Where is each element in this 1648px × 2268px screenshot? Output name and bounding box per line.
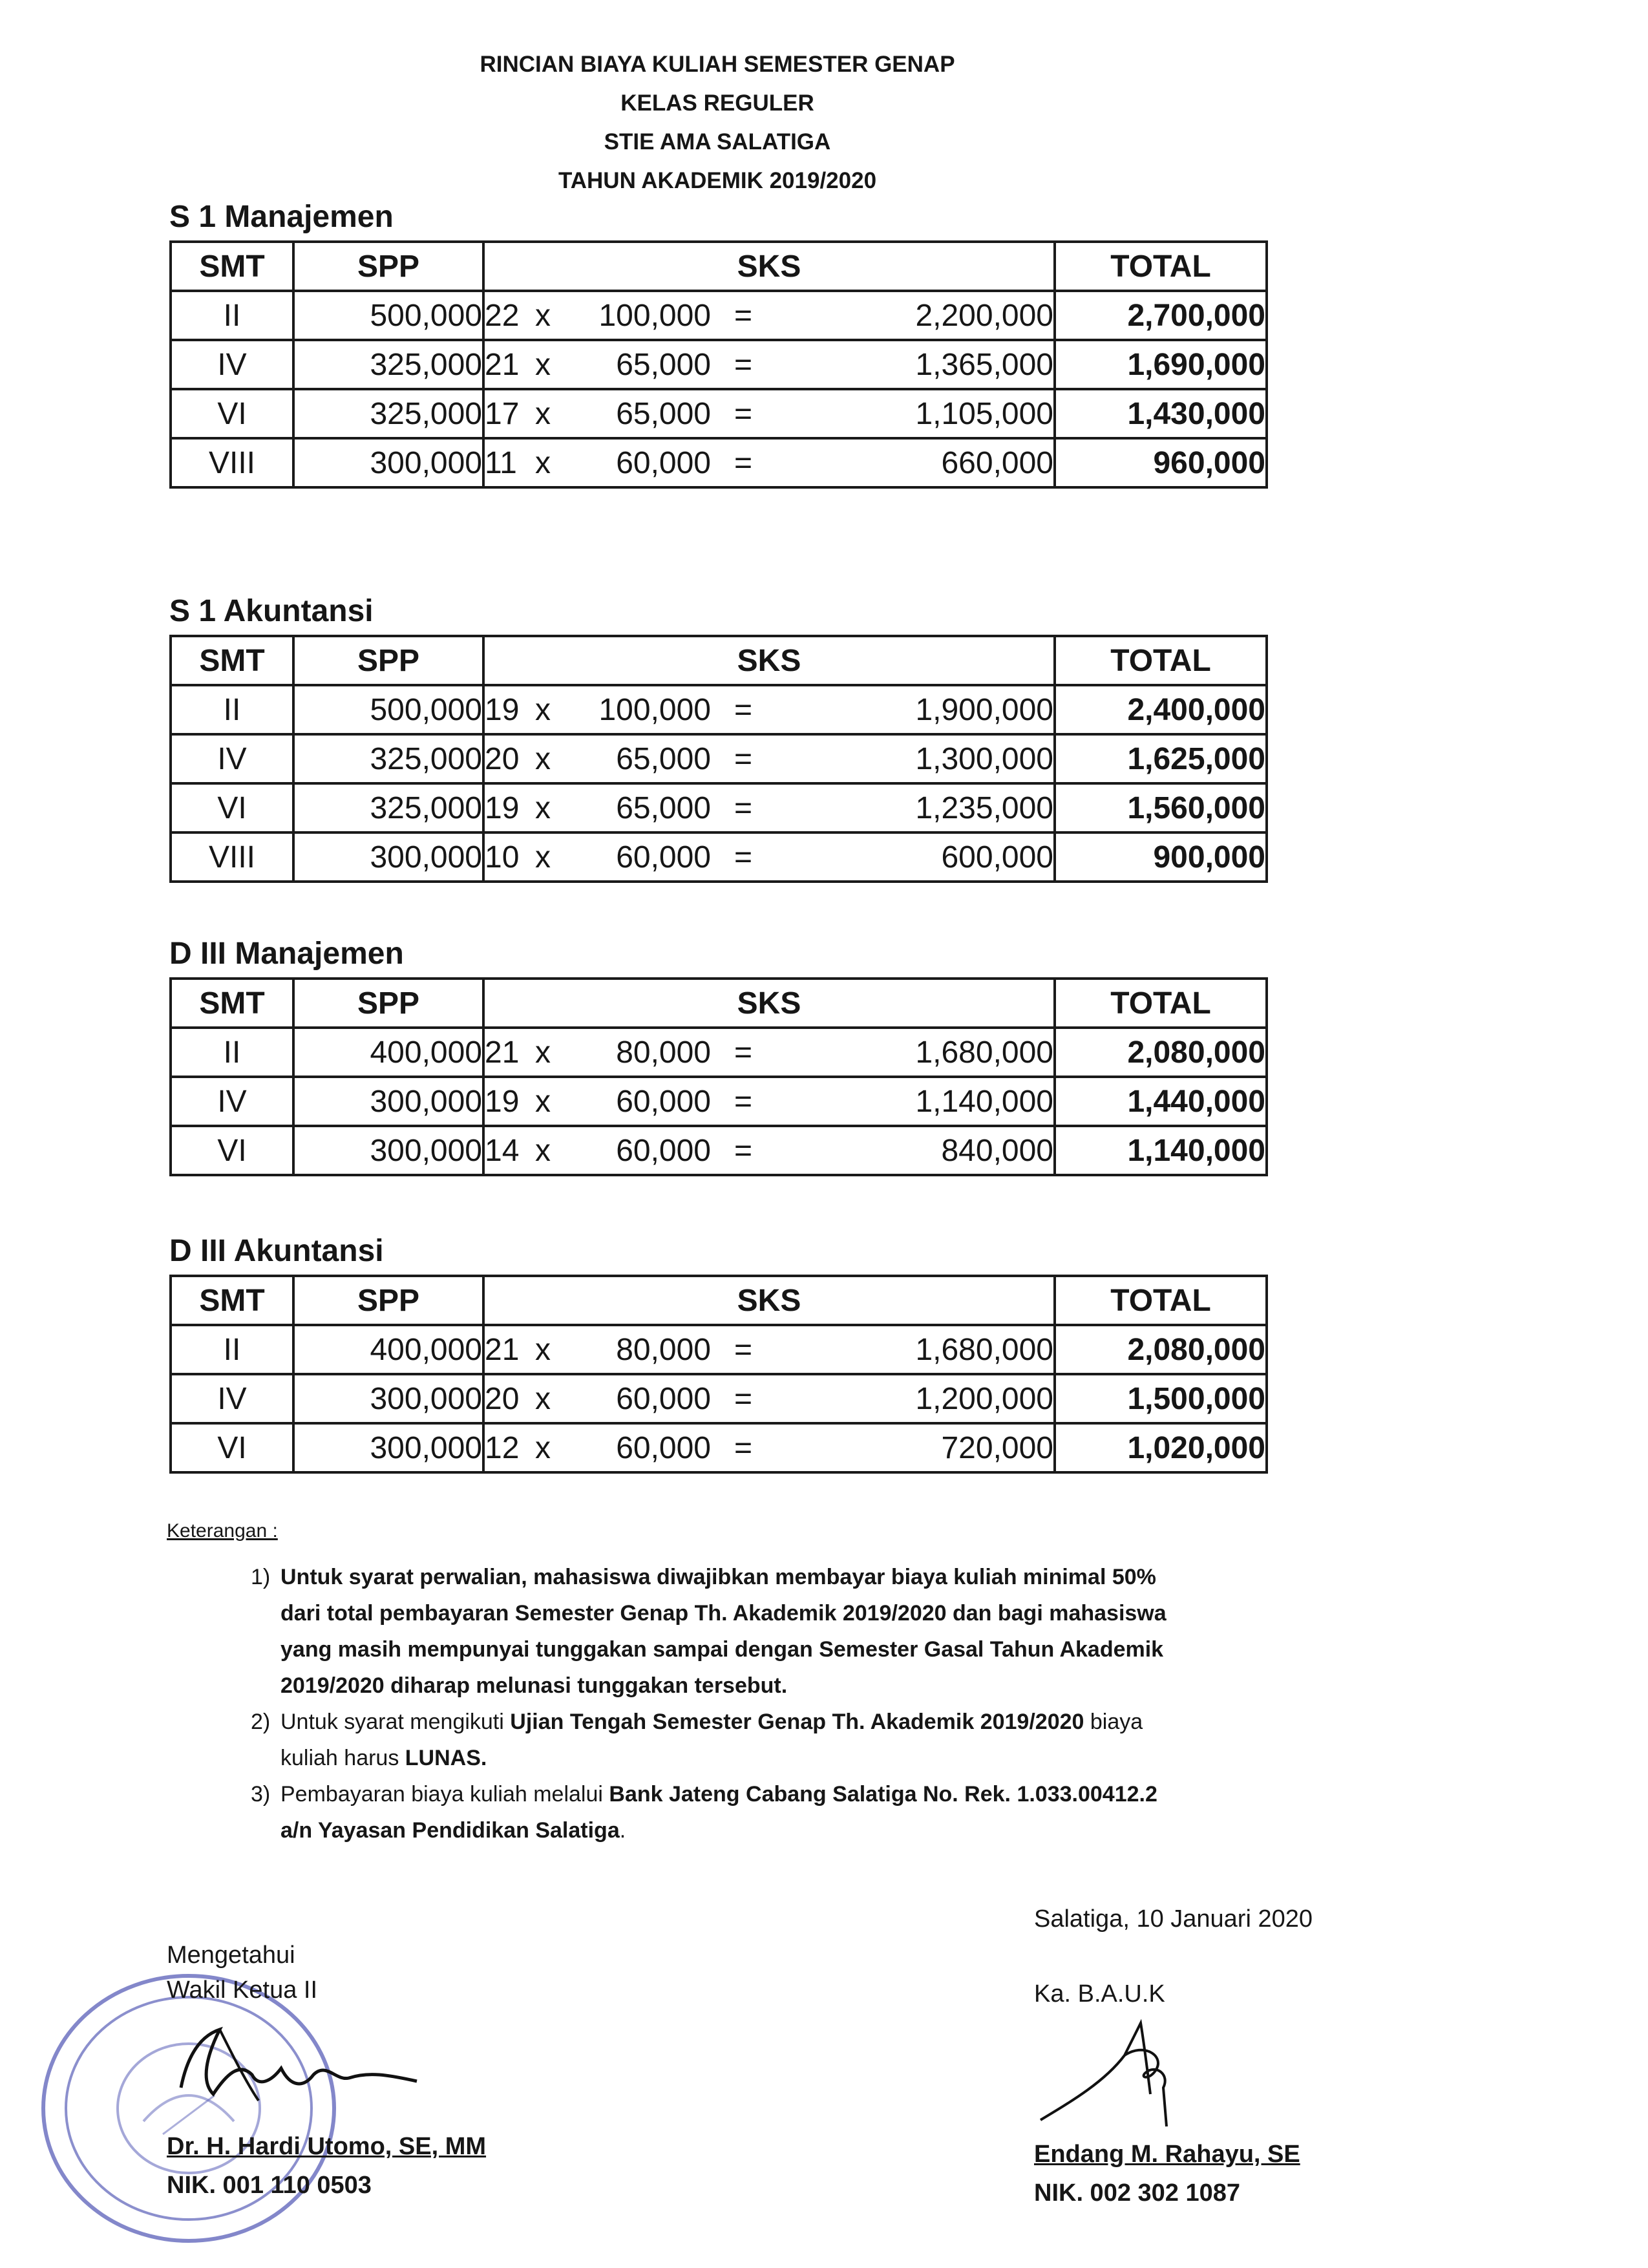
sks-count: 11 [485, 445, 517, 480]
sks-cell [483, 291, 1055, 340]
sks-subtotal: 1,300,000 [915, 741, 1053, 776]
col-smt: SMT [171, 1276, 293, 1325]
total-cell: 1,500,000 [1055, 1374, 1267, 1423]
sks-rate: 80,000 [616, 1035, 711, 1070]
table-row [171, 1423, 1267, 1472]
section-s1-akuntansi [169, 588, 1265, 883]
spp-cell: 400,000 [293, 1028, 483, 1077]
header-line-1: RINCIAN BIAYA KULIAH SEMESTER GENAP [480, 52, 955, 77]
col-spp: SPP [293, 1276, 483, 1325]
document-header [0, 45, 1435, 200]
sks-subtotal: 600,000 [941, 840, 1053, 874]
sks-cell [483, 340, 1055, 389]
note-fragment: Untuk syarat mengikuti [280, 1710, 511, 1734]
col-spp: SPP [293, 242, 483, 291]
table-row [171, 340, 1267, 389]
sks-count: 12 [485, 1430, 520, 1465]
sks-subtotal: 1,140,000 [915, 1084, 1053, 1119]
sks-rate: 60,000 [616, 445, 711, 480]
section-title: S 1 Akuntansi [169, 594, 374, 628]
total-cell: 1,625,000 [1055, 734, 1267, 783]
multiply-sign: x [535, 1133, 551, 1168]
fee-table [169, 977, 1268, 1176]
table-row [171, 438, 1267, 487]
sks-cell [483, 1126, 1055, 1175]
right-signer-name: Endang M. Rahayu, SE [1034, 2141, 1300, 2168]
note-number: 3) [251, 1782, 271, 1807]
right-signer-title: Ka. B.A.U.K [1034, 1980, 1165, 2008]
left-signer-title: Wakil Ketua II [167, 1977, 318, 2004]
sks-cell [483, 1423, 1055, 1472]
header-line-4: TAHUN AKADEMIK 2019/2020 [558, 168, 877, 193]
fee-table [169, 240, 1268, 489]
section-title: D III Manajemen [169, 937, 404, 971]
note-line: dari total pembayaran Semester Genap Th. Akademik 2019/2020 dan bagi mahasiswa [280, 1601, 1167, 1626]
equals-sign: = [734, 1133, 753, 1168]
table-row [171, 1028, 1267, 1077]
sks-rate: 100,000 [598, 298, 711, 333]
smt-cell: IV [171, 734, 293, 783]
sks-rate: 60,000 [616, 1133, 711, 1168]
left-signature-drawing [162, 2017, 433, 2120]
sks-count: 21 [485, 347, 520, 382]
multiply-sign: x [535, 1430, 551, 1465]
total-cell: 2,080,000 [1055, 1325, 1267, 1374]
note-fragment: biaya [1084, 1710, 1143, 1734]
spp-cell: 300,000 [293, 1126, 483, 1175]
sks-rate: 65,000 [616, 347, 711, 382]
sks-count: 19 [485, 790, 520, 825]
col-sks: SKS [483, 636, 1055, 685]
place-date: Salatiga, 10 Januari 2020 [1034, 1905, 1313, 1933]
total-cell: 900,000 [1055, 832, 1267, 882]
smt-cell: VIII [171, 438, 293, 487]
table-row [171, 1126, 1267, 1175]
spp-cell: 300,000 [293, 438, 483, 487]
equals-sign: = [734, 790, 753, 825]
sks-count: 20 [485, 1381, 520, 1416]
sks-count: 21 [485, 1035, 520, 1070]
note-number: 1) [251, 1565, 271, 1589]
smt-cell: VIII [171, 832, 293, 882]
sks-count: 20 [485, 741, 520, 776]
smt-cell: VI [171, 389, 293, 438]
equals-sign: = [734, 445, 753, 480]
section-d3-akuntansi [169, 1228, 1265, 1474]
total-cell: 2,400,000 [1055, 685, 1267, 734]
spp-cell: 325,000 [293, 783, 483, 832]
sks-cell [483, 783, 1055, 832]
smt-cell: II [171, 1325, 293, 1374]
table-row [171, 734, 1267, 783]
note-fragment: kuliah harus [280, 1746, 405, 1770]
sks-subtotal: 1,235,000 [915, 790, 1053, 825]
note-fragment: Pembayaran biaya kuliah melalui [280, 1782, 609, 1807]
sks-subtotal: 1,365,000 [915, 347, 1053, 382]
multiply-sign: x [535, 741, 551, 776]
header-line-2: KELAS REGULER [620, 90, 814, 116]
total-cell: 2,700,000 [1055, 291, 1267, 340]
sks-rate: 60,000 [616, 840, 711, 874]
smt-cell: II [171, 291, 293, 340]
smt-cell: IV [171, 1077, 293, 1126]
sks-rate: 60,000 [616, 1084, 711, 1119]
spp-cell: 500,000 [293, 291, 483, 340]
multiply-sign: x [535, 298, 551, 333]
sks-subtotal: 1,680,000 [915, 1035, 1053, 1070]
col-spp: SPP [293, 636, 483, 685]
smt-cell: IV [171, 340, 293, 389]
multiply-sign: x [535, 1381, 551, 1416]
smt-cell: II [171, 685, 293, 734]
col-total: TOTAL [1055, 1276, 1267, 1325]
sks-cell [483, 389, 1055, 438]
spp-cell: 325,000 [293, 734, 483, 783]
smt-cell: II [171, 1028, 293, 1077]
spp-cell: 300,000 [293, 1423, 483, 1472]
sks-cell [483, 1325, 1055, 1374]
sks-subtotal: 720,000 [941, 1430, 1053, 1465]
sks-cell [483, 1374, 1055, 1423]
note-emphasis: Bank Jateng Cabang Salatiga No. Rek. 1.033.00412.2 [609, 1782, 1157, 1807]
note-line: 2019/2020 diharap melunasi tunggakan tersebut. [280, 1673, 788, 1698]
multiply-sign: x [535, 347, 551, 382]
spp-cell: 325,000 [293, 389, 483, 438]
sks-count: 10 [485, 840, 520, 874]
table-header-row [171, 1276, 1267, 1325]
right-signature-drawing [1034, 2017, 1228, 2133]
spp-cell: 500,000 [293, 685, 483, 734]
note-fragment: . [619, 1818, 626, 1843]
multiply-sign: x [535, 790, 551, 825]
section-title: D III Akuntansi [169, 1234, 384, 1268]
col-spp: SPP [293, 979, 483, 1028]
table-row [171, 389, 1267, 438]
table-row [171, 832, 1267, 882]
col-sks: SKS [483, 979, 1055, 1028]
sks-count: 19 [485, 692, 520, 727]
sks-cell [483, 685, 1055, 734]
sks-rate: 100,000 [598, 692, 711, 727]
note-line: Untuk syarat perwalian, mahasiswa diwajibkan membayar biaya kuliah minimal 50% [280, 1565, 1156, 1589]
notes-block [167, 1520, 1278, 1849]
sks-count: 19 [485, 1084, 520, 1119]
col-sks: SKS [483, 242, 1055, 291]
sks-cell [483, 438, 1055, 487]
sks-rate: 65,000 [616, 741, 711, 776]
section-title: S 1 Manajemen [169, 200, 394, 234]
equals-sign: = [734, 1035, 753, 1070]
table-row [171, 291, 1267, 340]
multiply-sign: x [535, 1332, 551, 1367]
section-d3-manajemen [169, 931, 1265, 1176]
total-cell: 1,690,000 [1055, 340, 1267, 389]
sks-subtotal: 1,105,000 [915, 396, 1053, 431]
sks-count: 14 [485, 1133, 520, 1168]
sks-subtotal: 1,900,000 [915, 692, 1053, 727]
col-total: TOTAL [1055, 636, 1267, 685]
total-cell: 1,560,000 [1055, 783, 1267, 832]
smt-cell: VI [171, 1423, 293, 1472]
note-text [280, 1559, 1278, 1704]
equals-sign: = [734, 1430, 753, 1465]
sks-count: 17 [485, 396, 520, 431]
fee-table [169, 1275, 1268, 1474]
table-header-row [171, 636, 1267, 685]
equals-sign: = [734, 840, 753, 874]
spp-cell: 325,000 [293, 340, 483, 389]
header-line-3: STIE AMA SALATIGA [604, 129, 831, 154]
sks-rate: 60,000 [616, 1381, 711, 1416]
equals-sign: = [734, 741, 753, 776]
note-2 [251, 1704, 1278, 1776]
smt-cell: VI [171, 783, 293, 832]
note-line: yang masih mempunyai tunggakan sampai dengan Semester Gasal Tahun Akademik [280, 1637, 1164, 1662]
sks-rate: 80,000 [616, 1332, 711, 1367]
sks-count: 21 [485, 1332, 520, 1367]
smt-cell: VI [171, 1126, 293, 1175]
sks-cell [483, 1077, 1055, 1126]
sks-cell [483, 1028, 1055, 1077]
note-3 [251, 1776, 1278, 1849]
left-signer-nik: NIK. 001 110 0503 [167, 2172, 372, 2199]
sks-rate: 65,000 [616, 790, 711, 825]
note-text [280, 1776, 1278, 1849]
table-row [171, 1325, 1267, 1374]
spp-cell: 300,000 [293, 1077, 483, 1126]
sks-subtotal: 660,000 [941, 445, 1053, 480]
multiply-sign: x [535, 840, 551, 874]
sks-subtotal: 2,200,000 [915, 298, 1053, 333]
note-number: 2) [251, 1710, 271, 1734]
equals-sign: = [734, 298, 753, 333]
multiply-sign: x [535, 692, 551, 727]
left-signer-name: Dr. H. Hardi Utomo, SE, MM [167, 2133, 487, 2160]
col-total: TOTAL [1055, 979, 1267, 1028]
equals-sign: = [734, 1381, 753, 1416]
sks-cell [483, 734, 1055, 783]
table-row [171, 685, 1267, 734]
equals-sign: = [734, 347, 753, 382]
col-sks: SKS [483, 1276, 1055, 1325]
right-signer-nik: NIK. 002 302 1087 [1034, 2179, 1241, 2207]
sks-rate: 65,000 [616, 396, 711, 431]
table-row [171, 1077, 1267, 1126]
equals-sign: = [734, 692, 753, 727]
sks-cell [483, 832, 1055, 882]
sks-subtotal: 1,200,000 [915, 1381, 1053, 1416]
multiply-sign: x [535, 396, 551, 431]
sks-rate: 60,000 [616, 1430, 711, 1465]
spp-cell: 400,000 [293, 1325, 483, 1374]
total-cell: 2,080,000 [1055, 1028, 1267, 1077]
total-cell: 1,430,000 [1055, 389, 1267, 438]
multiply-sign: x [535, 445, 551, 480]
sks-subtotal: 1,680,000 [915, 1332, 1053, 1367]
table-header-row [171, 979, 1267, 1028]
equals-sign: = [734, 1332, 753, 1367]
spp-cell: 300,000 [293, 832, 483, 882]
notes-title: Keterangan : [167, 1520, 278, 1542]
note-emphasis: a/n Yayasan Pendidikan Salatiga [280, 1818, 620, 1843]
col-smt: SMT [171, 979, 293, 1028]
section-s1-manajemen [169, 194, 1265, 489]
note-emphasis: Ujian Tengah Semester Genap Th. Akademik 2019/2020 [510, 1710, 1084, 1734]
table-row [171, 1374, 1267, 1423]
multiply-sign: x [535, 1084, 551, 1119]
note-emphasis: LUNAS. [405, 1746, 487, 1770]
table-header-row [171, 242, 1267, 291]
spp-cell: 300,000 [293, 1374, 483, 1423]
equals-sign: = [734, 396, 753, 431]
col-total: TOTAL [1055, 242, 1267, 291]
col-smt: SMT [171, 636, 293, 685]
sks-subtotal: 840,000 [941, 1133, 1053, 1168]
note-1 [251, 1559, 1278, 1704]
table-row [171, 783, 1267, 832]
smt-cell: IV [171, 1374, 293, 1423]
sks-count: 22 [485, 298, 520, 333]
equals-sign: = [734, 1084, 753, 1119]
total-cell: 960,000 [1055, 438, 1267, 487]
col-smt: SMT [171, 242, 293, 291]
total-cell: 1,020,000 [1055, 1423, 1267, 1472]
multiply-sign: x [535, 1035, 551, 1070]
acknowledged-label: Mengetahui [167, 1942, 295, 1969]
total-cell: 1,440,000 [1055, 1077, 1267, 1126]
note-text [280, 1704, 1278, 1776]
fee-table [169, 635, 1268, 883]
total-cell: 1,140,000 [1055, 1126, 1267, 1175]
